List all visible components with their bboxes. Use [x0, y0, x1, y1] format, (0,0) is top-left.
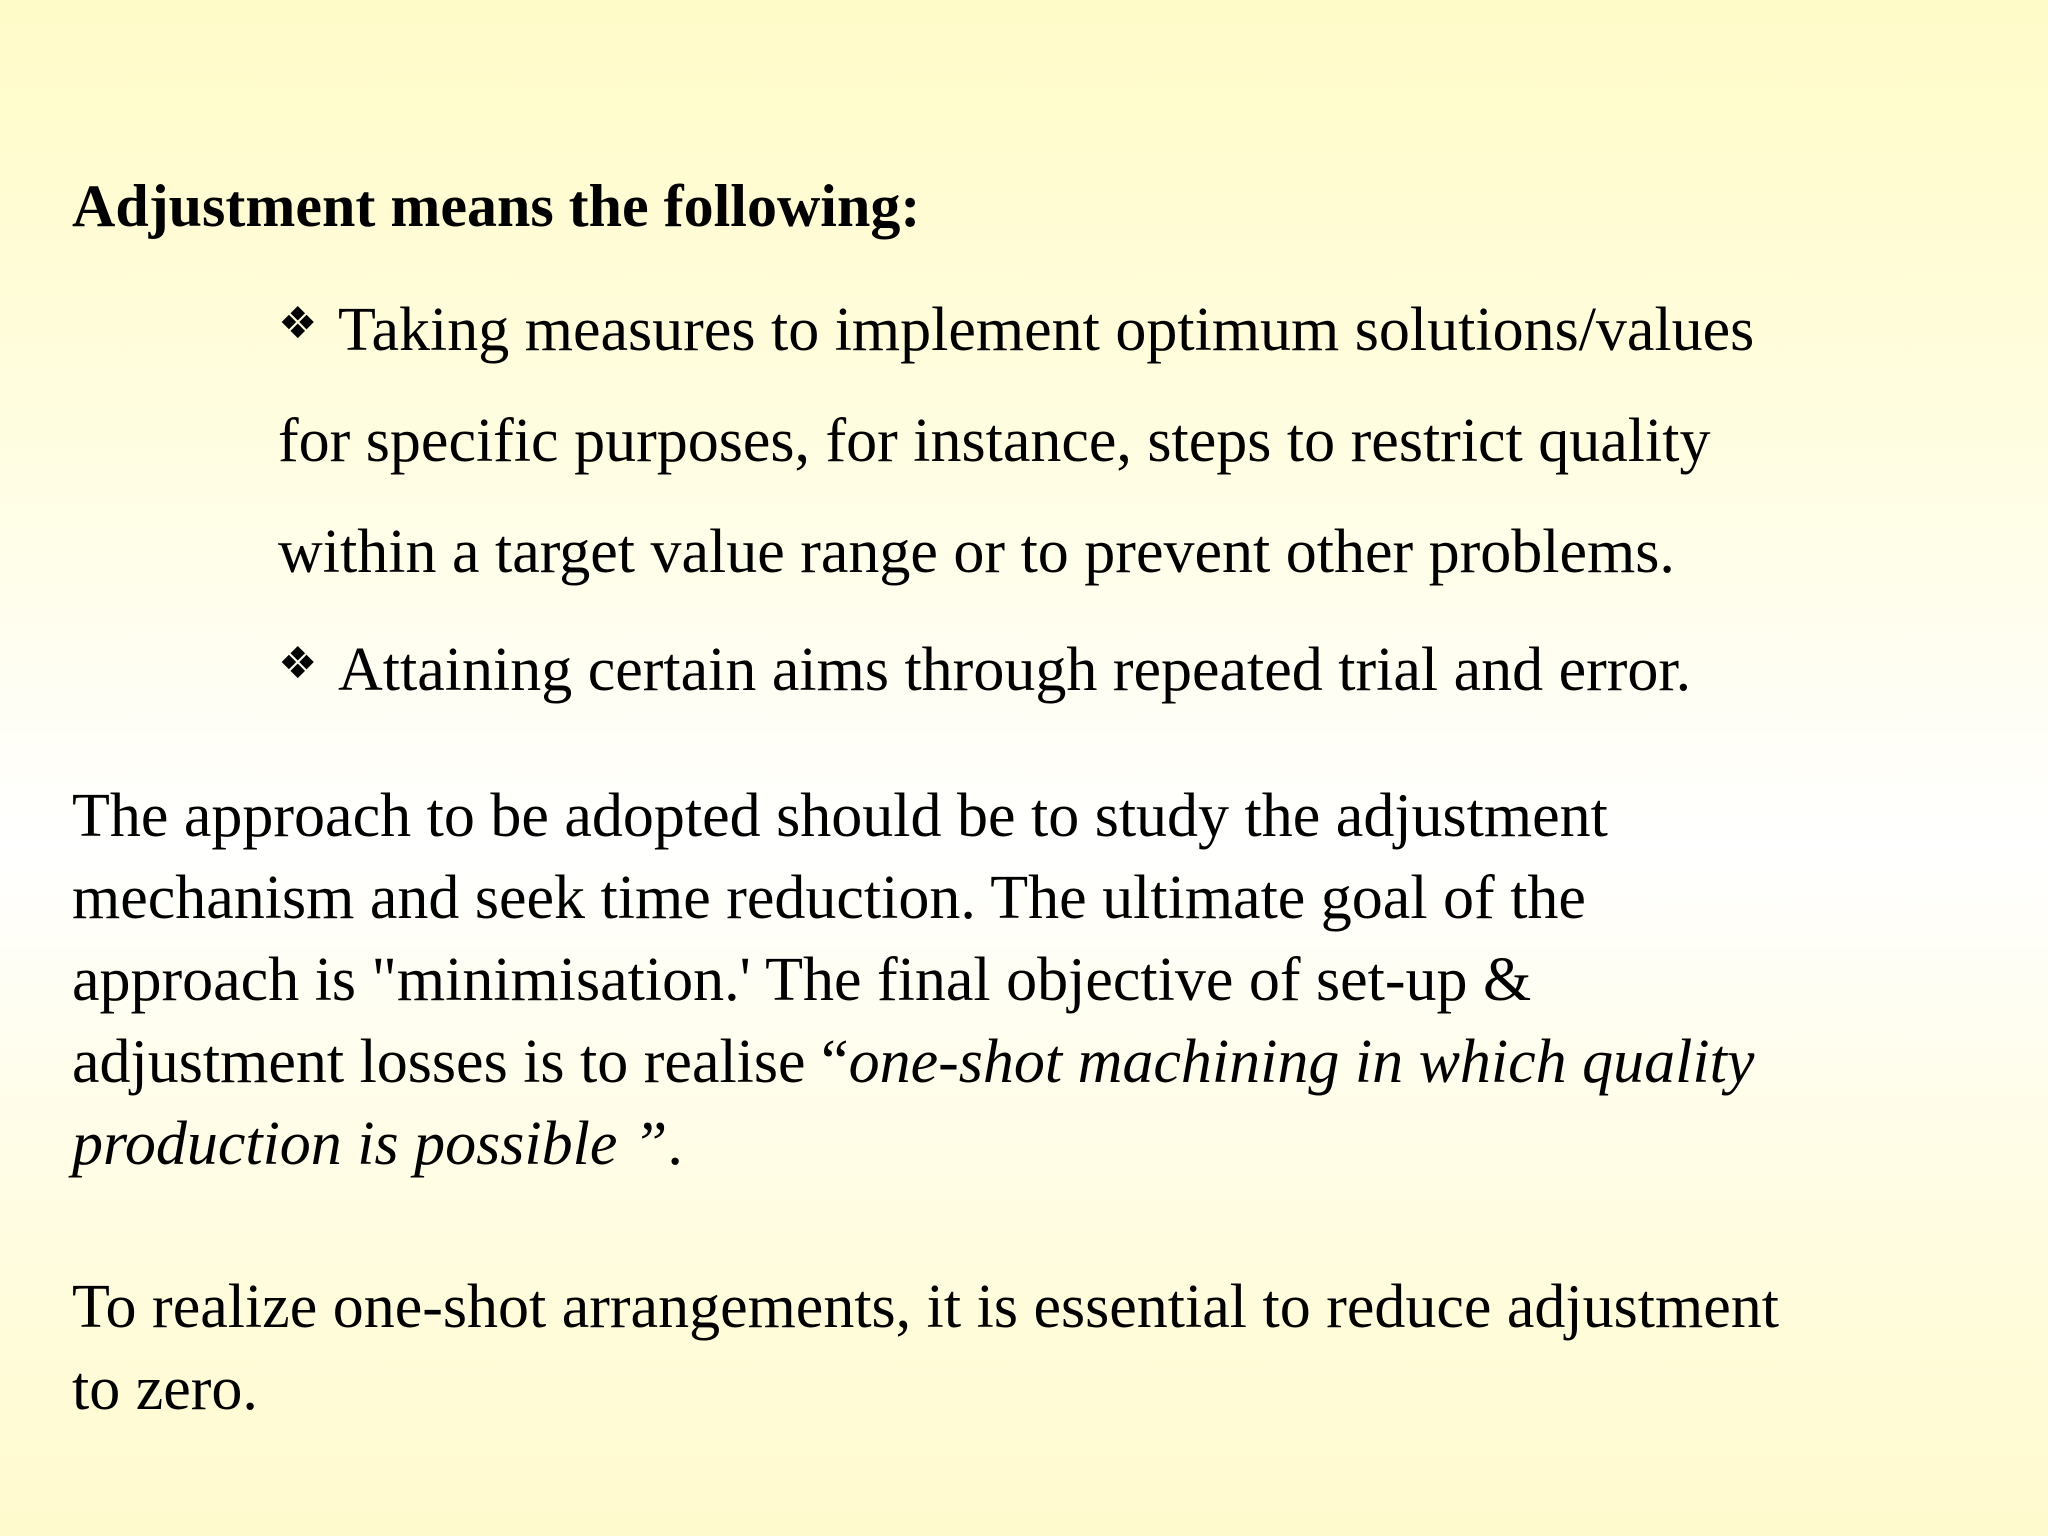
paragraph-line: approach is "minimisation.' The final objective of set-up & — [72, 946, 1532, 1014]
paragraph-line — [72, 1021, 1754, 1103]
bullet-list — [278, 268, 1978, 726]
paragraph-line: To realize one-shot arrangements, it is essential to reduce adjustment — [72, 1273, 1779, 1341]
emphasis-text: one-shot machining in which quality — [848, 1028, 1755, 1096]
bullet-item — [278, 268, 1978, 386]
paragraph-text: adjustment losses is to realise “ — [72, 1028, 849, 1096]
paragraph-line: The approach to be adopted should be to study the adjustment — [72, 782, 1608, 850]
bullet-continuation — [278, 497, 1978, 608]
paragraph-text: . — [667, 1110, 683, 1178]
realize-paragraph — [72, 1266, 1779, 1430]
bullet-continuation — [278, 386, 1978, 497]
paragraph-line — [72, 1103, 1754, 1185]
bullet-text-line: for specific purposes, for instance, steps to restrict quality — [278, 407, 1711, 475]
slide-heading: Adjustment means the following: — [72, 173, 921, 239]
approach-paragraph — [72, 775, 1754, 1185]
emphasis-text: production is possible ” — [72, 1110, 668, 1178]
bullet-text-line: within a target value range or to prevent other problems. — [278, 518, 1675, 586]
paragraph-line: mechanism and seek time reduction. The ultimate goal of the — [72, 864, 1586, 932]
four-diamond-bullet-icon: ❖ — [278, 298, 318, 349]
bullet-item — [278, 608, 1978, 726]
paragraph-line: to zero. — [72, 1355, 258, 1423]
bullet-text-line: Taking measures to implement optimum solutions/values — [338, 296, 1755, 364]
bullet-text-line: Attaining certain aims through repeated trial and error. — [338, 636, 1692, 704]
four-diamond-bullet-icon: ❖ — [278, 638, 318, 689]
